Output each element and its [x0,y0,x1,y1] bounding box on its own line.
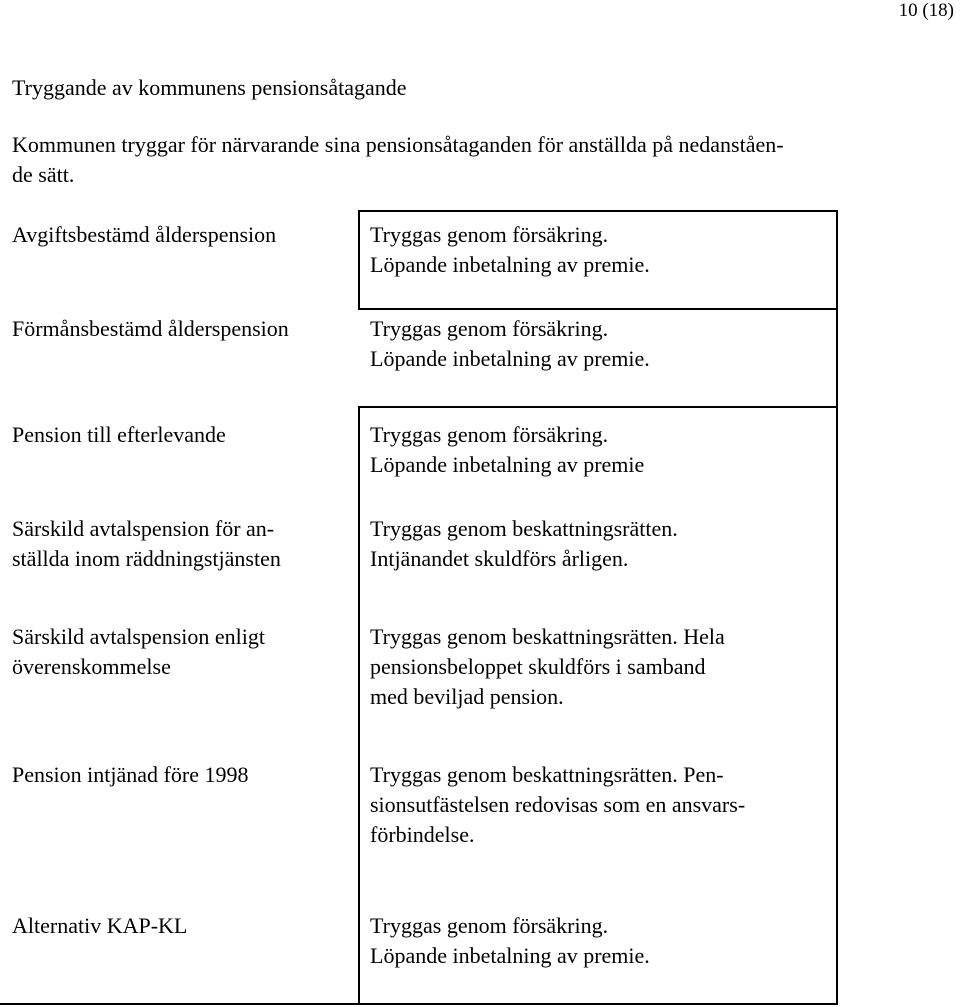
intro-paragraph [12,130,947,190]
safeguard-method: Tryggas genom beskattningsrätten. Intjänandet skuldförs årligen. [370,516,678,571]
pension-type: Förmånsbestämd ålderspension [12,316,289,341]
table-divider [358,308,836,310]
safeguard-method: Tryggas genom försäkring. Löpande inbetalning av premie [370,422,645,477]
safeguard-method: Tryggas genom beskattningsrätten. Hela pensionsbeloppet skuldförs i samband med beviljad pension. [370,624,725,709]
pension-table [0,210,838,1005]
safeguard-method: Tryggas genom försäkring. Löpande inbetalning av premie. [370,316,650,371]
section-heading: Tryggande av kommunens pensionsåtagande [12,75,407,100]
pension-type: Särskild avtalspension enligt överenskommelse [12,624,265,679]
page-number: 10 (18) [898,0,954,21]
safeguard-method: Tryggas genom försäkring. Löpande inbetalning av premie. [370,222,650,277]
safeguard-method: Tryggas genom försäkring. Löpande inbetalning av premie. [370,913,650,968]
table-divider [358,406,360,1005]
intro-line: Kommunen tryggar för närvarande sina pensionsåtaganden för anställda på nedanståen- [12,132,784,157]
table-divider [358,406,836,408]
pension-type: Pension till efterlevande [12,422,226,447]
table-divider [358,210,836,212]
pension-type: Avgiftsbestämd ålderspension [12,222,277,247]
intro-line: de sätt. [12,162,75,187]
pension-type: Pension intjänad före 1998 [12,762,249,787]
table-divider [358,210,360,308]
pension-type: Alternativ KAP-KL [12,913,188,938]
safeguard-method: Tryggas genom beskattningsrätten. Pen- sionsutfästelsen redovisas som en ansvars- förbindelse. [370,762,746,847]
pension-type: Särskild avtalspension för an- ställda inom räddningstjänsten [12,516,281,571]
